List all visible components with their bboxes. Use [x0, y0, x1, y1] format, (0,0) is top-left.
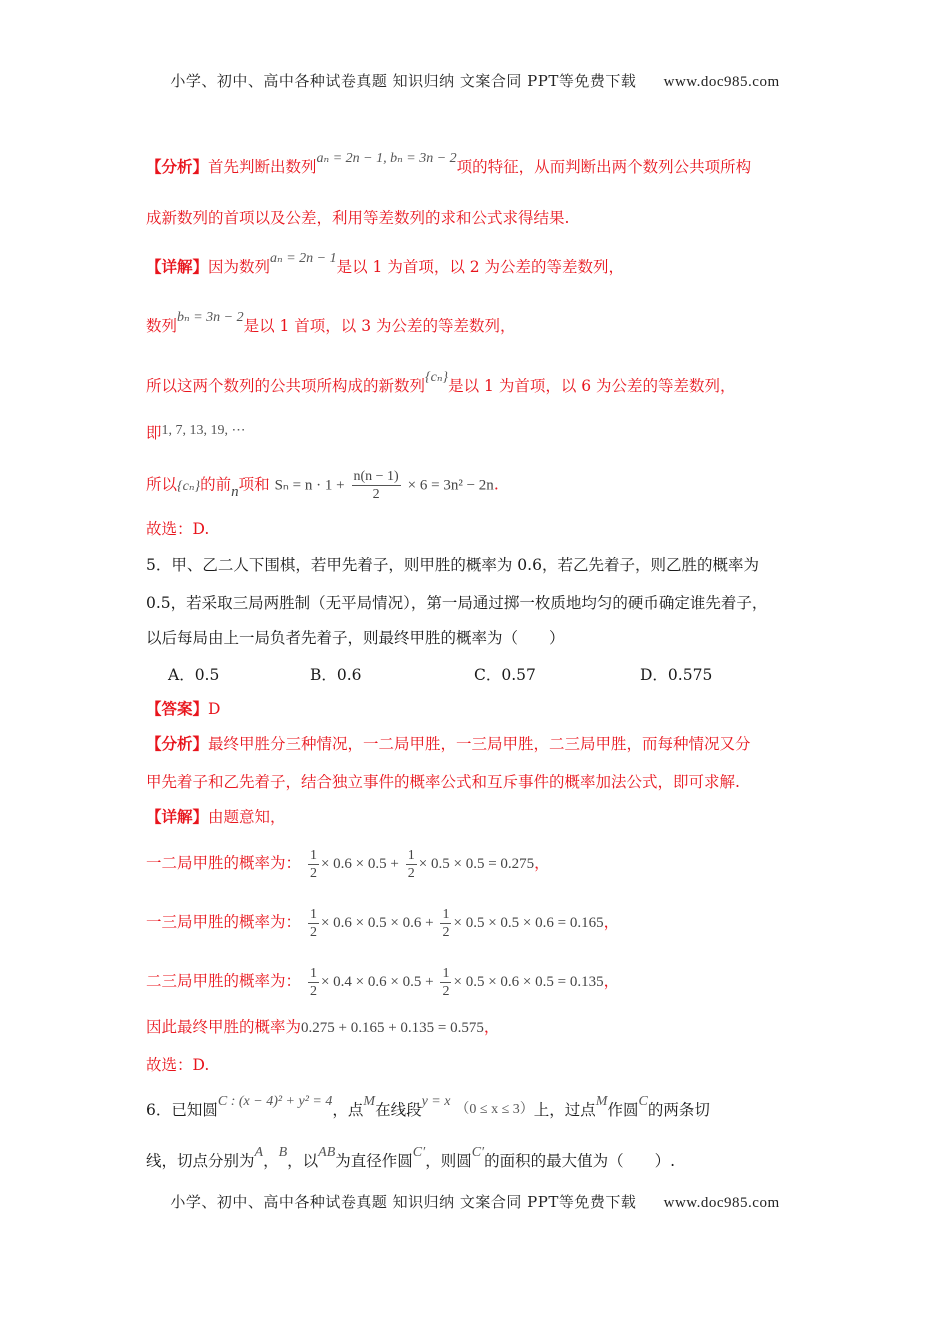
- text: 项和: [238, 475, 270, 494]
- text: 项的特征，从而判断出两个数列公共项所构: [456, 158, 752, 176]
- header-text: 小学、初中、高中各种试卷真题 知识归纳 文案合同 PPT等免费下载: [170, 72, 637, 90]
- case-label: 一三局甲胜的概率为：: [146, 913, 302, 931]
- formula: × 0.6 × 0.5 × 0.6 +: [320, 915, 434, 931]
- q4-detail-line-1: [146, 251, 625, 280]
- text: 的两条切: [647, 1101, 710, 1119]
- formula: M: [595, 1094, 608, 1109]
- text: ，点: [332, 1101, 364, 1119]
- fraction-denominator: 2: [372, 487, 380, 502]
- formula: {cₙ}: [177, 478, 201, 494]
- fraction-numerator: 1: [309, 906, 317, 922]
- q4-detail-line-4: [146, 422, 246, 446]
- q6-stem-line-2: [146, 1145, 676, 1174]
- half-fraction: [308, 847, 319, 882]
- q5-option-c: C．0.57: [474, 666, 536, 684]
- sum-fraction: [352, 468, 401, 503]
- formula: n: [231, 483, 239, 500]
- fraction-denominator: 2: [309, 924, 317, 940]
- formula: C: [638, 1094, 648, 1109]
- formula: aₙ = 2n − 1: [270, 251, 337, 266]
- text: .: [493, 475, 499, 494]
- text: 所以: [146, 475, 178, 494]
- detail-tag: 【详解】: [146, 807, 209, 826]
- text: 上，过点: [533, 1101, 596, 1119]
- fraction-denominator: 2: [407, 865, 415, 881]
- q5-case-1: [146, 846, 550, 882]
- half-fraction: [440, 906, 451, 941]
- text: 最终甲胜分三种情况，一二局甲胜，一三局甲胜，二三局甲胜，而每种情况又分: [208, 735, 751, 753]
- text: 数列: [146, 317, 178, 335]
- formula: C′: [471, 1145, 485, 1160]
- text: ，: [603, 972, 620, 990]
- text: 即: [146, 424, 162, 442]
- q4-analysis-line-1: [146, 151, 752, 180]
- text: ，则圆: [425, 1152, 472, 1170]
- formula: × 0.5 × 0.6 × 0.5 = 0.135: [453, 974, 604, 990]
- fraction-denominator: 2: [442, 983, 450, 999]
- text: 所以这两个数列的公共项所构成的新数列: [146, 377, 426, 395]
- formula: B: [278, 1145, 288, 1160]
- text: ，: [483, 1018, 500, 1036]
- text: ，: [263, 1152, 279, 1170]
- text: 线，切点分别为: [146, 1152, 255, 1170]
- q5-option-a: A．0.5: [168, 666, 220, 684]
- half-fraction: [308, 965, 319, 1000]
- text: 首先判断出数列: [208, 158, 317, 176]
- fraction-numerator: n(n − 1): [353, 469, 399, 484]
- q5-stem-line-3: 以后每局由上一局负者先着子，则最终甲胜的概率为（ ）: [146, 629, 565, 647]
- formula: × 0.4 × 0.6 × 0.5 +: [320, 974, 434, 990]
- text: 在线段: [375, 1101, 422, 1119]
- formula: AB: [318, 1145, 336, 1160]
- sum-formula-right: × 6 = 3n² − 2n: [407, 477, 494, 494]
- formula: A: [254, 1145, 264, 1160]
- fraction-denominator: 2: [442, 924, 450, 940]
- analysis-tag: 【分析】: [146, 734, 209, 753]
- text: 6．已知圆: [146, 1101, 218, 1119]
- text: 由题意知，: [208, 808, 286, 826]
- formula: × 0.5 × 0.5 = 0.275: [418, 856, 535, 872]
- fraction-denominator: 2: [309, 865, 317, 881]
- half-fraction: [308, 906, 319, 941]
- footer-text: 小学、初中、高中各种试卷真题 知识归纳 文案合同 PPT等免费下载: [170, 1193, 637, 1211]
- q5-stem-line-2: 0.5，若采取三局两胜制（无平局情况），第一局通过掷一枚质地均匀的硬币确定谁先着子，: [146, 594, 768, 612]
- text: 为直径作圆: [335, 1152, 413, 1170]
- formula: y = x: [421, 1094, 451, 1109]
- case-label: 一二局甲胜的概率为：: [146, 854, 302, 872]
- page-footer: [0, 1191, 950, 1212]
- fraction-numerator: 1: [309, 847, 317, 863]
- formula: bₙ = 3n − 2: [177, 310, 244, 325]
- formula: × 0.5 × 0.5 × 0.6 = 0.165: [453, 915, 604, 931]
- formula: 0.275 + 0.165 + 0.135 = 0.575: [301, 1020, 484, 1036]
- q5-option-d: D．0.575: [640, 666, 713, 684]
- analysis-tag: 【分析】: [146, 157, 209, 176]
- fraction-denominator: 2: [309, 983, 317, 999]
- q5-answer: [146, 698, 220, 720]
- formula: M: [363, 1094, 376, 1109]
- q5-option-b: B．0.6: [310, 666, 362, 684]
- text: 作圆: [607, 1101, 639, 1119]
- formula: aₙ = 2n − 1, bₙ = 3n − 2: [316, 151, 457, 166]
- fraction-numerator: 1: [309, 965, 317, 981]
- answer-value: D: [208, 700, 221, 718]
- q5-stem-line-1: 5．甲、乙二人下围棋，若甲先着子，则甲胜的概率为 0.6，若乙先着子，则乙胜的概率为: [146, 556, 759, 574]
- q4-choice: 故选：D.: [146, 520, 210, 538]
- text: 因为数列: [208, 258, 271, 276]
- text: 因此最终甲胜的概率为: [146, 1018, 302, 1036]
- fraction-numerator: 1: [442, 906, 450, 922]
- q5-detail-line-1: [146, 806, 286, 828]
- q4-detail-line-5: [146, 468, 499, 503]
- formula: （0 ≤ x ≤ 3）: [455, 1102, 534, 1117]
- q5-final: [146, 1016, 499, 1039]
- q4-detail-line-2: [146, 310, 516, 339]
- text: ，: [534, 854, 550, 872]
- q5-case-3: [146, 964, 619, 1000]
- header-url[interactable]: www.doc985.com: [663, 74, 780, 90]
- text: 的前: [200, 475, 232, 494]
- text: 的面积的最大值为（ ）.: [484, 1152, 676, 1170]
- text: 是以 1 首项，以 3 为公差的等差数列，: [243, 317, 516, 335]
- fraction-numerator: 1: [442, 965, 450, 981]
- q4-analysis-line-2: 成新数列的首项以及公差，利用等差数列的求和公式求得结果.: [146, 209, 570, 227]
- formula: 1, 7, 13, 19, ⋯: [161, 423, 246, 438]
- q6-stem-line-1: [146, 1094, 710, 1123]
- footer-url[interactable]: www.doc985.com: [663, 1195, 780, 1211]
- formula: × 0.6 × 0.5 +: [320, 856, 399, 872]
- q5-case-2: [146, 905, 619, 941]
- page-header: [0, 70, 950, 91]
- answer-tag: 【答案】: [146, 699, 209, 718]
- text: ，: [603, 913, 620, 931]
- q5-analysis-line-1: [146, 733, 751, 755]
- q4-detail-line-3: [146, 370, 736, 399]
- half-fraction: [440, 965, 451, 1000]
- text: 是以 1 为首项，以 6 为公差的等差数列，: [448, 377, 736, 395]
- fraction-numerator: 1: [407, 847, 415, 863]
- q5-analysis-line-2: 甲先着子和乙先着子，结合独立事件的概率公式和互斥事件的概率加法公式，即可求解.: [146, 773, 740, 791]
- sum-formula-left: Sₙ = n · 1 +: [274, 477, 345, 494]
- half-fraction: [406, 847, 417, 882]
- detail-tag: 【详解】: [146, 257, 209, 276]
- q5-choice: 故选：D.: [146, 1056, 210, 1074]
- text: ，以: [287, 1152, 319, 1170]
- formula: {cₙ}: [425, 370, 449, 385]
- text: 是以 1 为首项，以 2 为公差的等差数列，: [336, 258, 625, 276]
- formula: C : (x − 4)² + y² = 4: [217, 1094, 333, 1109]
- case-label: 二三局甲胜的概率为：: [146, 972, 302, 990]
- formula: C′: [412, 1145, 426, 1160]
